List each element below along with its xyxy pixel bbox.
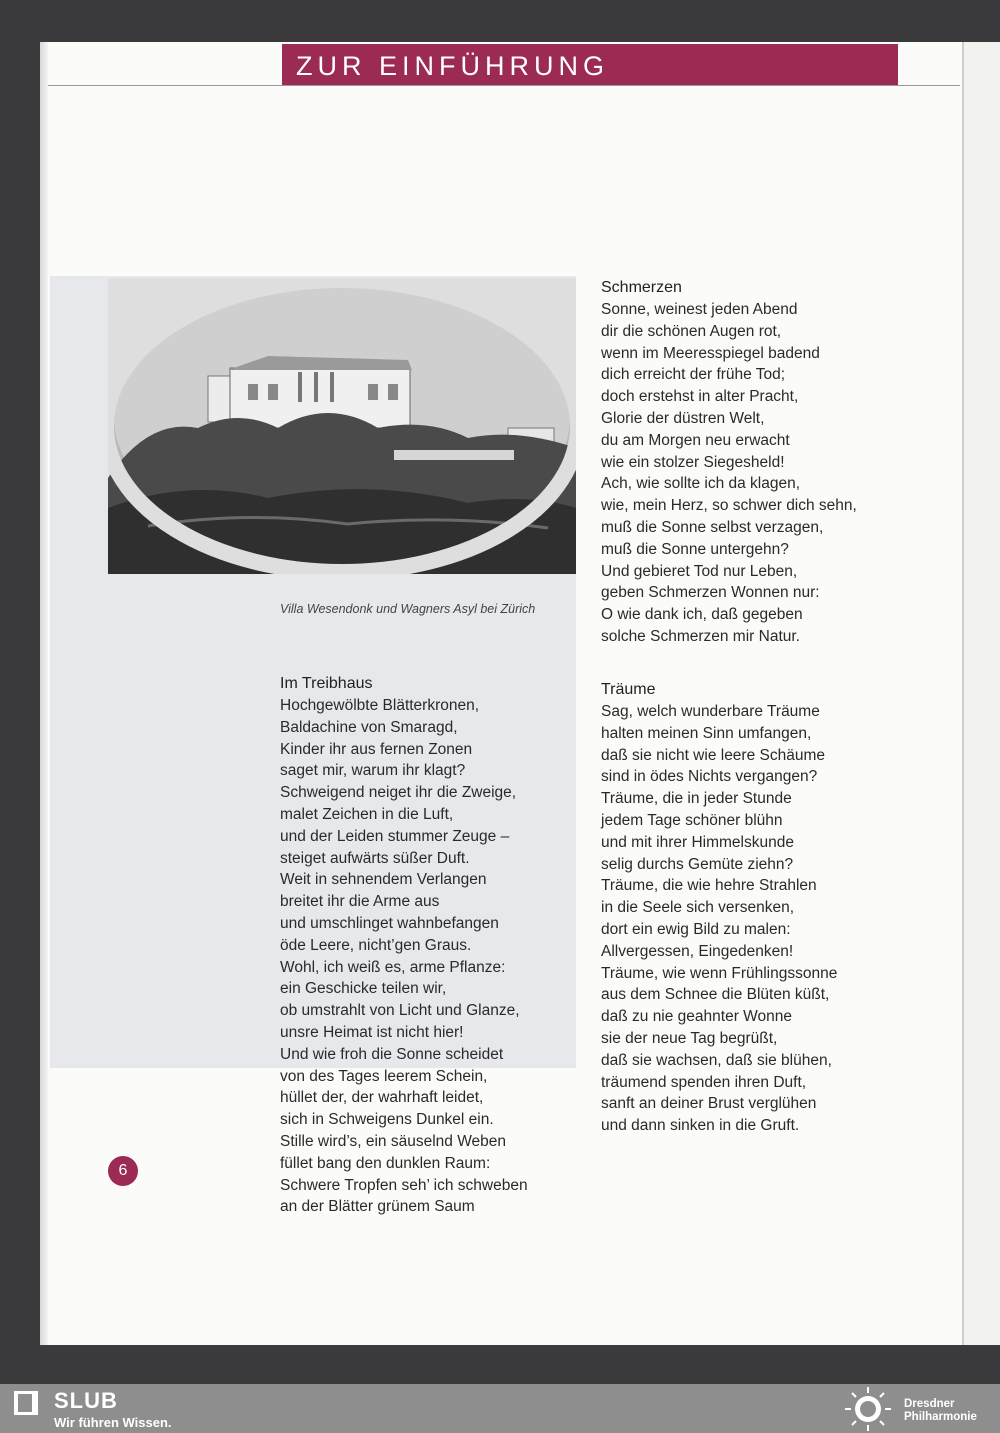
- poem-line: muß die Sonne untergehn?: [601, 540, 789, 558]
- poem-line: selig durchs Gemüte ziehn?: [601, 855, 794, 873]
- poem-lines: [601, 299, 857, 648]
- poem-line: Träume, wie wenn Frühlingssonne: [601, 964, 838, 982]
- villa-photo: [108, 278, 576, 574]
- slub-tagline: Wir führen Wissen.: [54, 1415, 172, 1430]
- poem-title: Träume: [601, 681, 656, 698]
- poem-line: sie der neue Tag begrüßt,: [601, 1029, 778, 1047]
- poem-line: wenn im Meeresspiegel badend: [601, 344, 820, 362]
- poem-line: daß zu nie geahnter Wonne: [601, 1008, 793, 1026]
- poem-title: Im Treibhaus: [280, 675, 373, 692]
- poem-line: O wie dank ich, daß gegeben: [601, 606, 803, 624]
- slub-name: SLUB: [54, 1388, 118, 1413]
- poem-line: muß die Sonne selbst verzagen,: [601, 518, 824, 536]
- poem-line: sich in Schweigens Dunkel ein.: [280, 1111, 494, 1129]
- philharmonie-line-1: Dresdner: [904, 1398, 955, 1410]
- villa-illustration: [108, 278, 576, 574]
- poem-line: und umschlinget wahnbefangen: [280, 914, 499, 932]
- poem-line: Träume, die in jeder Stunde: [601, 790, 792, 808]
- poem-line: ob umstrahlt von Licht und Glanze,: [280, 1002, 520, 1020]
- poem-line: und der Leiden stummer Zeuge –: [280, 827, 510, 845]
- poem-line: Allvergessen, Eingedenken!: [601, 942, 794, 960]
- poem-line: dich erreicht der frühe Tod;: [601, 366, 786, 384]
- poem-line: dort ein ewig Bild zu malen:: [601, 920, 791, 938]
- poem-line: steiget aufwärts süßer Duft.: [280, 849, 470, 867]
- philharmonie-line-2: Philharmonie: [904, 1411, 977, 1423]
- poem-line: sind in ödes Nichts vergangen?: [601, 768, 818, 786]
- poem-schmerzen: [601, 277, 857, 648]
- poem-line: wie ein stolzer Siegesheld!: [601, 453, 785, 471]
- philharmonie-name: [904, 1398, 977, 1424]
- poem-line: Wohl, ich weiß es, arme Pflanze:: [280, 958, 506, 976]
- poem-lines: [601, 701, 837, 1137]
- poem-line: du am Morgen neu erwacht: [601, 431, 790, 449]
- poem-title: Schmerzen: [601, 279, 682, 296]
- book-icon: [12, 1388, 40, 1418]
- poem-line: Sonne, weinest jeden Abend: [601, 301, 798, 318]
- poem-line: daß sie wachsen, daß sie blühen,: [601, 1051, 832, 1069]
- poem-line: Baldachine von Smaragd,: [280, 718, 458, 736]
- poem-line: Glorie der düstren Welt,: [601, 409, 765, 427]
- poem-lines: [280, 695, 528, 1218]
- poem-line: dir die schönen Augen rot,: [601, 322, 782, 340]
- poem-line: Kinder ihr aus fernen Zonen: [280, 740, 473, 758]
- poem-line: Sag, welch wunderbare Träume: [601, 703, 820, 720]
- poem-line: und mit ihrer Himmelskunde: [601, 833, 794, 851]
- poem-line: an der Blätter grünem Saum: [280, 1198, 475, 1216]
- poem-line: Schwere Tropfen seh’ ich schweben: [280, 1176, 528, 1194]
- poem-line: jedem Tage schöner blühn: [601, 811, 783, 829]
- poem-line: sanft an deiner Brust verglühen: [601, 1095, 817, 1113]
- poem-line: und dann sinken in die Gruft.: [601, 1117, 800, 1135]
- poem-line: unsre Heimat ist nicht hier!: [280, 1023, 464, 1041]
- poem-line: Und wie froh die Sonne scheidet: [280, 1045, 504, 1063]
- philharmonie-logo-icon: [842, 1386, 894, 1432]
- poem-line: öde Leere, nicht’gen Graus.: [280, 936, 472, 954]
- poem-line: Träume, die wie hehre Strahlen: [601, 877, 817, 895]
- poem-line: daß sie nicht wie leere Schäume: [601, 746, 826, 764]
- header-rule: [48, 85, 960, 86]
- poem-line: ein Geschicke teilen wir,: [280, 980, 447, 998]
- poem-line: breitet ihr die Arme aus: [280, 893, 440, 911]
- poem-line: saget mir, warum ihr klagt?: [280, 762, 466, 780]
- section-title: ZUR EINFÜHRUNG: [296, 51, 609, 81]
- poem-line: füllet bang den dunklen Raum:: [280, 1154, 491, 1172]
- page-number: 6: [108, 1156, 138, 1186]
- poem-line: träumend spenden ihren Duft,: [601, 1073, 807, 1091]
- poem-line: halten meinen Sinn umfangen,: [601, 724, 812, 742]
- poem-line: geben Schmerzen Wonnen nur:: [601, 584, 820, 602]
- poem-line: hüllet der, der wahrhaft leidet,: [280, 1089, 484, 1107]
- poem-line: Stille wird’s, ein säuselnd Weben: [280, 1132, 507, 1150]
- poem-line: Schweigend neiget ihr die Zweige,: [280, 784, 517, 802]
- poem-line: Ach, wie sollte ich da klagen,: [601, 475, 801, 493]
- poem-line: doch erstehst in alter Pracht,: [601, 388, 799, 406]
- poem-line: solche Schmerzen mir Natur.: [601, 627, 800, 645]
- poem-line: Und gebieret Tod nur Leben,: [601, 562, 798, 580]
- poem-im-treibhaus: [280, 673, 528, 1218]
- poem-traeume: [601, 679, 837, 1137]
- poem-line: aus dem Schnee die Blüten küßt,: [601, 986, 830, 1004]
- poem-line: Weit in sehnendem Verlangen: [280, 871, 487, 889]
- poem-line: wie, mein Herz, so schwer dich sehn,: [601, 497, 857, 515]
- photo-caption: Villa Wesendonk und Wagners Asyl bei Zürich: [280, 602, 536, 616]
- poem-line: malet Zeichen in die Luft,: [280, 805, 454, 823]
- poem-line: Hochgewölbte Blätterkronen,: [280, 697, 480, 714]
- next-page-edge: [962, 42, 1000, 1345]
- poem-line: in die Seele sich versenken,: [601, 899, 795, 917]
- poem-line: von des Tages leerem Schein,: [280, 1067, 488, 1085]
- page-binding-edge: [40, 42, 48, 1345]
